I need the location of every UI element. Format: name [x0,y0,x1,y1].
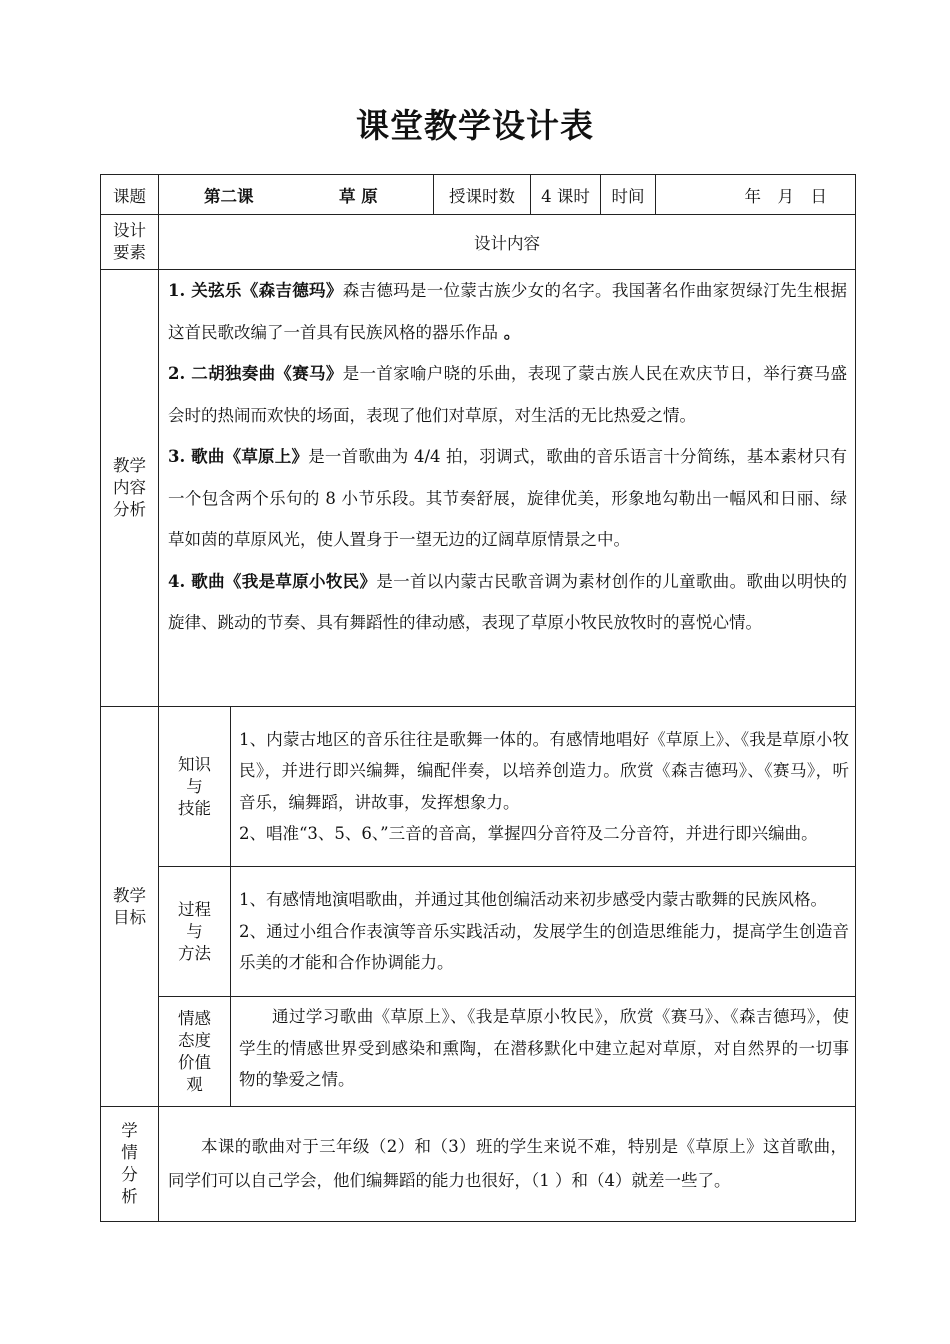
learner-analysis-text: 本课的歌曲对于三年级（2）和（3）班的学生来说不难，特别是《草原上》这首歌曲，同学们可以自己学会，他们编舞蹈的能力也很好，（1 ）和（4）就差一些了。 [159,1107,856,1222]
objective-knowledge-row [101,707,856,867]
date-value: 年 月 日 [656,175,856,215]
content-item: 4. 歌曲《我是草原小牧民》是一首以内蒙古民歌音调为素材创作的儿童歌曲。歌曲以明快的旋律、跳动的节奏、具有舞蹈性的律动感，表现了草原小牧民放牧时的喜悦心情。 [168,571,847,632]
content-analysis-label: 教学 内容 分析 [101,270,159,707]
time-label: 时间 [601,175,656,215]
lesson-plan-table [100,174,856,1222]
topic-label: 课题 [101,175,159,215]
header-row [101,175,856,215]
content-analysis-row [101,270,856,707]
knowledge-label: 知识 与 技能 [159,707,231,867]
process-text: 1、有感情地演唱歌曲，并通过其他创编活动来初步感受内蒙古歌舞的民族风格。 2、通过小组合作表演等音乐实践活动，发展学生的创造思维能力，提高学生创造音乐美的才能和合作协调能力。 [231,867,856,997]
design-content-label: 设计内容 [159,215,856,270]
learner-analysis-row [101,1107,856,1222]
content-item: 3. 歌曲《草原上》是一首歌曲为 4/4 拍，羽调式，歌曲的音乐语言十分简练，基本素材只有一个包含两个乐句的 8 小节乐段。其节奏舒展，旋律优美，形象地勾勒出一幅风和日丽、绿草如茵的草原风光，使人置身于一望无边的辽阔草原情景之中。 [168,447,847,549]
knowledge-text: 1、内蒙古地区的音乐往往是歌舞一体的。有感情地唱好《草原上》、《我是草原小牧民》，并进行即兴编舞，编配伴奏，以培养创造力。欣赏《森吉德玛》、《赛马》，听音乐，编舞蹈，讲故事，发挥想象力。 2、唱准“3、5、6、”三音的音高，掌握四分音符及二分音符，并进行即兴编曲。 [231,707,856,867]
page-title: 课堂教学设计表 [356,106,594,145]
topic-cell [159,175,434,215]
content-item: 1. 关弦乐《森吉德玛》森吉德玛是一位蒙古族少女的名字。我国著名作曲家贺绿汀先生根据这首民歌改编了一首具有民族风格的器乐作品 。 [168,281,847,342]
emotion-text: 通过学习歌曲《草原上》、《我是草原小牧民》，欣赏《赛马》、《森吉德玛》，使学生的情感世界受到感染和熏陶，在潜移默化中建立起对草原，对自然界的一切事物的挚爱之情。 [231,997,856,1107]
content-item: 2. 二胡独奏曲《赛马》是一首家喻户晓的乐曲，表现了蒙古族人民在欢庆节日，举行赛马盛会时的热闹而欢快的场面，表现了他们对草原，对生活的无比热爱之情。 [168,364,847,425]
lesson-number: 第二课 [204,186,254,206]
objectives-label: 教学 目标 [101,707,159,1107]
objective-emotion-row [101,997,856,1107]
hours-label: 授课时数 [434,175,531,215]
content-analysis-text [159,270,856,707]
learner-analysis-label: 学 情 分 析 [101,1107,159,1222]
objective-process-row [101,867,856,997]
hours-value: 4 课时 [531,175,601,215]
design-element-label: 设计 要素 [101,215,159,270]
design-row [101,215,856,270]
topic-name: 草 原 [339,186,378,206]
process-label: 过程 与 方法 [159,867,231,997]
emotion-label: 情感 态度 价值 观 [159,997,231,1107]
